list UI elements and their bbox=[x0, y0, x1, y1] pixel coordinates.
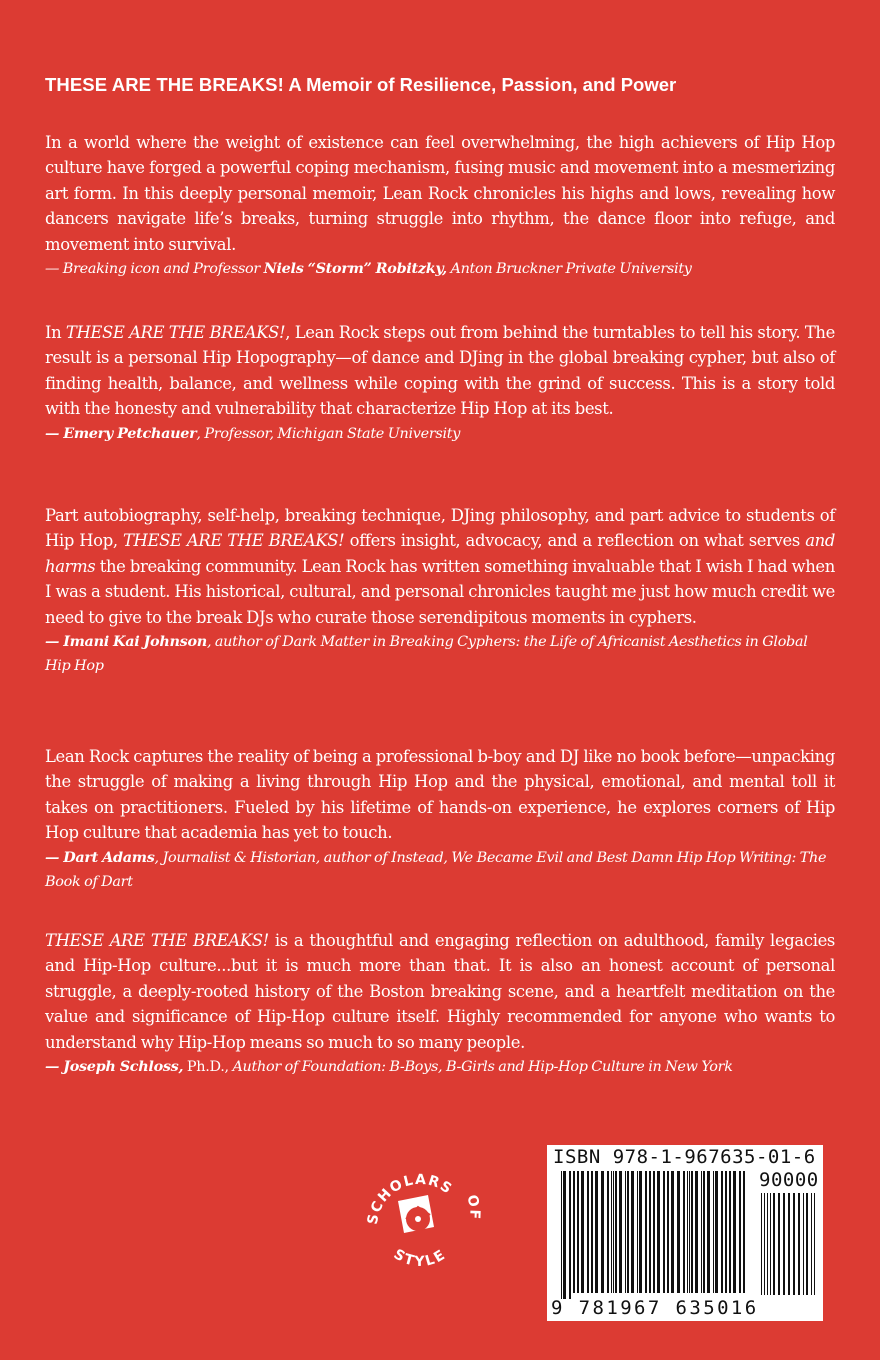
barcode-bar bbox=[577, 1171, 579, 1293]
blurb-text-part: is a thoughtful and engaging reflection on adulthood, family legacies and Hip-Hop culture...but it is much more than that. It is also an honest account of personal struggle, a deeply-rooted history of the Boston breaking scene, and a heartfelt meditation on the value and significance of Hip-Hop culture itself. Highly recommended for anyone who wants to understand why Hip-Hop means so much to so many people. bbox=[45, 931, 835, 1052]
barcode-bar bbox=[725, 1171, 727, 1293]
blurb-text-part: , Lean Rock steps out from behind the turntables to tell his story. The result is a personal Hip Hopography—of dance and DJing in the global breaking cypher, but also of finding health, balance, and wellness while coping with the grind of success. This is a story told with the honesty and vulnerability that characterize Hip Hop at its best. bbox=[45, 323, 835, 419]
attribution-name: — Emery Petchauer bbox=[45, 424, 197, 442]
blurb-2 bbox=[45, 320, 835, 446]
barcode-bar bbox=[695, 1171, 698, 1293]
barcode-bar bbox=[713, 1171, 714, 1293]
barcode-bar bbox=[691, 1171, 693, 1293]
barcode-bar bbox=[733, 1171, 736, 1293]
book-title-mention: THESE ARE THE BREAKS! bbox=[65, 323, 286, 342]
blurb-attribution bbox=[45, 422, 835, 446]
barcode-bar bbox=[729, 1171, 731, 1293]
addon-bar bbox=[806, 1193, 808, 1295]
emphasis: and harms bbox=[45, 531, 835, 576]
isbn-number: ISBN 978-1-967635-01-6 bbox=[553, 1146, 816, 1168]
addon-bar bbox=[761, 1193, 762, 1295]
barcode-bar bbox=[667, 1171, 669, 1293]
publisher-logo bbox=[358, 1157, 482, 1281]
book-title-heading bbox=[45, 73, 845, 97]
addon-bar bbox=[764, 1193, 765, 1295]
barcode-bar bbox=[649, 1171, 651, 1293]
barcode-bar bbox=[707, 1171, 710, 1293]
barcode-bar bbox=[671, 1171, 674, 1293]
barcode-bar bbox=[569, 1171, 571, 1299]
book-title: THESE ARE THE BREAKS! bbox=[45, 74, 284, 95]
isbn-barcode bbox=[547, 1145, 823, 1321]
barcode-bar bbox=[703, 1171, 705, 1293]
attribution-affiliation: , author of Dark Matter in Breaking Cyphers: the Life of Africanist Aesthetics in Global Hip Hop bbox=[45, 634, 808, 675]
blurb-text-part: the breaking community. Lean Rock has written something invaluable that I wish I had when I was a student. His historical, cultural, and personal chronicles taught me just how much credit we need to give to the break DJs who curate those serendipitous moments in cyphers. bbox=[45, 556, 835, 627]
attribution-affiliation: Author of Foundation: B-Boys, B-Girls and Hip-Hop Culture in New York bbox=[228, 1059, 733, 1076]
book-title-mention: THESE ARE THE BREAKS! bbox=[122, 531, 345, 551]
addon-bar bbox=[770, 1193, 771, 1295]
attribution-name: — Imani Kai Johnson bbox=[45, 633, 207, 651]
logo-text-of: OF bbox=[463, 1193, 482, 1221]
blurb-text bbox=[45, 928, 835, 1055]
barcode-bar bbox=[613, 1171, 614, 1293]
blurb-text: Lean Rock captures the reality of being a professional b-boy and DJ like no book before—unpacking the struggle of making a living through Hip Hop and the physical, emotional, and mental toll it takes on practitioners. Fueled by his lifetime of hands-on experience, he explores corners of Hip Hop culture that academia has yet to touch. bbox=[45, 747, 835, 843]
barcode-bar bbox=[639, 1171, 642, 1293]
barcode-bar bbox=[687, 1171, 688, 1293]
attribution-name: Niels “Storm” Robitzky, bbox=[263, 260, 447, 278]
barcode-bar bbox=[595, 1171, 598, 1293]
addon-bar bbox=[814, 1193, 815, 1295]
barcode-bar bbox=[637, 1171, 638, 1293]
barcode-bar bbox=[677, 1171, 680, 1293]
barcode-bar bbox=[615, 1171, 617, 1293]
barcode-bar bbox=[625, 1171, 626, 1293]
addon-bar bbox=[811, 1193, 812, 1295]
barcode-bar bbox=[561, 1171, 562, 1299]
addon-bar bbox=[783, 1193, 785, 1295]
attribution-name: — Dart Adams bbox=[45, 848, 155, 866]
barcode-bar bbox=[721, 1171, 723, 1293]
attribution-prefix: — Breaking icon and Professor bbox=[45, 261, 264, 278]
blurb-attribution bbox=[45, 630, 835, 678]
barcode-bar bbox=[689, 1171, 690, 1293]
blurb-attribution bbox=[45, 1055, 835, 1079]
addon-bar bbox=[773, 1193, 775, 1295]
blurb-text bbox=[45, 503, 835, 630]
blurb-text-part: offers insight, advocacy, and a reflection on what serves bbox=[344, 531, 806, 551]
attribution-affiliation: Anton Bruckner Private University bbox=[446, 261, 692, 278]
barcode-bar bbox=[573, 1171, 575, 1293]
addon-bar bbox=[767, 1193, 768, 1295]
blurb-3 bbox=[45, 503, 835, 678]
record-sleeve-icon bbox=[398, 1195, 434, 1233]
barcode-bar bbox=[701, 1171, 702, 1293]
blurb-text: In a world where the weight of existence can feel overwhelming, the high achievers of Hip Hop culture have forged a powerful coping mechanism, fusing music and movement into a mesmerizing art form. In this deeply personal memoir, Lean Rock chronicles his highs and lows, revealing how dancers navigate life’s breaks, turning struggle into rhythm, the dance floor into refuge, and movement into survival. bbox=[45, 133, 835, 254]
barcode-bar bbox=[743, 1171, 745, 1293]
blurb-attribution bbox=[45, 846, 835, 894]
barcode-bar bbox=[611, 1171, 612, 1293]
barcode-bar bbox=[591, 1171, 593, 1293]
blurb-attribution bbox=[45, 257, 835, 281]
barcode-bar bbox=[631, 1171, 634, 1293]
barcode-bar bbox=[715, 1171, 718, 1293]
blurb-4 bbox=[45, 744, 835, 894]
logo-text-style: STYLE bbox=[390, 1246, 450, 1270]
addon-bar bbox=[798, 1193, 800, 1295]
logo-text-scholars: SCHOLARS bbox=[364, 1171, 456, 1226]
book-title-mention: THESE ARE THE BREAKS! bbox=[45, 931, 269, 950]
barcode-bar bbox=[653, 1171, 655, 1293]
barcode-bar bbox=[627, 1171, 629, 1293]
addon-bar bbox=[803, 1193, 804, 1295]
attribution-affiliation: , Professor, Michigan State University bbox=[196, 425, 461, 442]
barcode-bar bbox=[607, 1171, 609, 1293]
ean-digits: 9 781967 635016 bbox=[551, 1297, 759, 1319]
barcode-bar bbox=[619, 1171, 622, 1293]
barcode-bar bbox=[601, 1171, 604, 1293]
addon-bar bbox=[793, 1193, 795, 1295]
blurb-text-part: Part autobiography, self-help, breaking technique, DJing philosophy, and part advice to students of Hip Hop, bbox=[45, 506, 835, 551]
barcode-bar bbox=[739, 1171, 741, 1293]
addon-bar bbox=[788, 1193, 790, 1295]
attribution-degree: Ph.D., bbox=[183, 1059, 229, 1076]
blurb-text-part: In bbox=[45, 323, 66, 342]
barcode-bar bbox=[663, 1171, 665, 1293]
barcode-bar bbox=[657, 1171, 660, 1293]
barcode-bar bbox=[581, 1171, 584, 1293]
attribution-affiliation: , Journalist & Historian, author of Instead, We Became Evil and Best Damn Hip Hop Writing: The Book of Dart bbox=[45, 849, 827, 890]
blurb-5 bbox=[45, 928, 835, 1079]
barcode-bar bbox=[645, 1171, 647, 1293]
price-code: 90000 bbox=[759, 1169, 819, 1191]
blurb-text bbox=[45, 320, 835, 422]
attribution-name: — Joseph Schloss, bbox=[45, 1058, 184, 1076]
barcode-bar bbox=[587, 1171, 589, 1293]
barcode-bar bbox=[683, 1171, 685, 1293]
book-subtitle: A Memoir of Resilience, Passion, and Power bbox=[283, 74, 677, 95]
barcode-bar bbox=[563, 1171, 566, 1299]
addon-bar bbox=[778, 1193, 780, 1295]
blurb-1 bbox=[45, 130, 835, 281]
